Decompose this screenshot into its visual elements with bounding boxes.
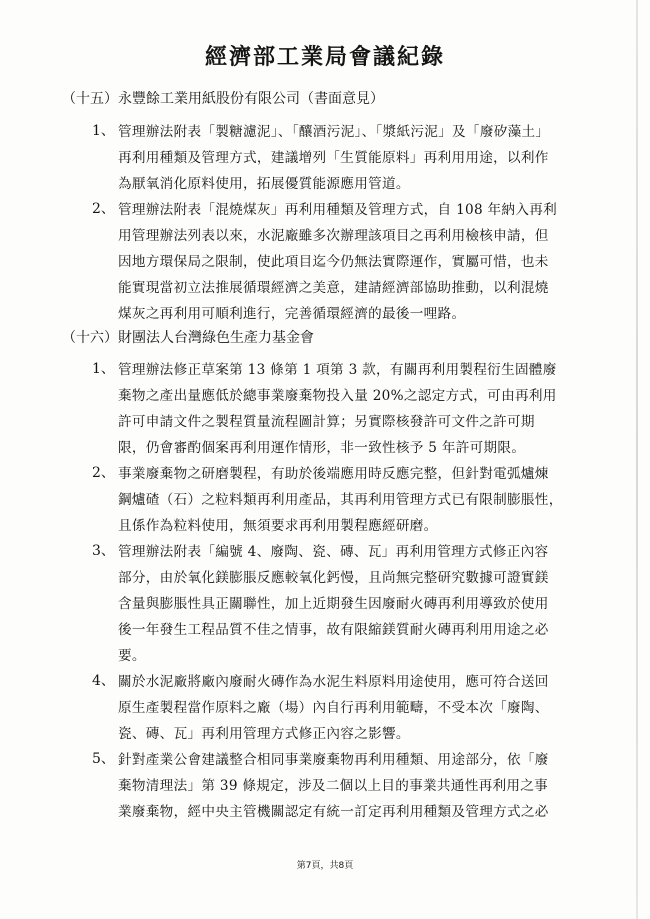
item-line: 事業廢棄物之研磨製程，有助於後端應用時反應完整，但針對電弧爐煉	[118, 466, 549, 482]
item-line: 後一年發生工程品質不佳之情事，故有限縮鎂質耐火磚再利用用途之必	[118, 622, 549, 638]
item-line: 限，仍會審酌個案再利用運作情形，非一致性核予 5 年許可期限。	[118, 440, 526, 456]
page-edge-shadow	[636, 0, 638, 919]
item-line: 瓷、磚、瓦」再利用管理方式修正內容之影響。	[118, 726, 410, 742]
item-number: 4、	[92, 673, 115, 689]
section-heading-16: （十六）財團法人台灣綠色生產力基金會	[62, 330, 314, 346]
item-number: 1、	[92, 361, 115, 377]
item-line: 因地方環保局之限制，使此項目迄今仍無法實際運作，實屬可惜，也未	[118, 254, 549, 270]
item-line: 棄物清理法」第 39 條規定，涉及二個以上目的事業共通性再利用之事	[118, 778, 549, 794]
item-line: 許可申請文件之製程質量流程圖計算；另實際核發許可文件之許可期	[118, 414, 535, 430]
item-line: 要。	[118, 648, 146, 664]
item-line: 且係作為粒料使用，無須要求再利用製程應經研磨。	[118, 518, 438, 534]
item-number: 5、	[92, 751, 115, 767]
item-line: 原生產製程當作原料之廠（場）內自行再利用範疇，不受本次「廢陶、	[118, 700, 549, 716]
item-line: 含量與膨脹性具正關聯性，加上近期發生因廢耐火磚再利用導致於使用	[118, 596, 549, 612]
page-number-footer: 第7頁，共8頁	[296, 861, 354, 871]
item-number: 1、	[92, 123, 115, 139]
item-line: 再利用種類及管理方式，建議增列「生質能原料」再利用用途，以利作	[118, 150, 549, 166]
item-line: 部分，由於氧化鎂膨脹反應較氧化鈣慢，且尚無完整研究數據可證實鎂	[118, 570, 549, 586]
item-line: 煤灰之再利用可順利進行，完善循環經濟的最後一哩路。	[118, 306, 466, 322]
item-line: 管理辦法附表「製糖濾泥」、「釀酒污泥」、「漿紙污泥」及「廢矽藻土」	[118, 124, 550, 140]
section-heading-15: （十五）永豐餘工業用紙股份有限公司（書面意見）	[62, 91, 384, 107]
document-title: 經濟部工業局會議紀錄	[204, 44, 445, 70]
item-line: 關於水泥廠將廠內廢耐火磚作為水泥生料原料用途使用，應可符合送回	[118, 674, 549, 690]
item-line: 鋼爐碴（石）之粒料類再利用產品，其再利用管理方式已有限制膨脹性，	[118, 492, 563, 508]
item-line: 管理辦法附表「混燒煤灰」再利用種類及管理方式，自 108 年納入再利	[118, 202, 558, 218]
item-number: 2、	[92, 201, 115, 217]
item-line: 業廢棄物，經中央主管機關認定有統一訂定再利用種類及管理方式之必	[118, 804, 549, 820]
item-line: 管理辦法修正草案第 13 條第 1 項第 3 款，有關再利用製程衍生固體廢	[118, 362, 557, 378]
item-line: 針對產業公會建議整合相同事業廢棄物再利用種類、用途部分，依「廢	[118, 752, 549, 768]
item-line: 棄物之產出量應低於總事業廢棄物投入量 20%之認定方式，可由再利用	[118, 388, 557, 404]
item-line: 能實現當初立法推展循環經濟之美意，建請經濟部協助推動，以利混燒	[118, 280, 549, 296]
item-line: 管理辦法附表「編號 4、廢陶、瓷、磚、瓦」再利用管理方式修正內容	[118, 544, 549, 560]
item-line: 用管理辦法列表以來，水泥廠雖多次辦理該項目之再利用檢核申請，但	[118, 228, 549, 244]
item-number: 2、	[92, 465, 115, 481]
item-line: 為厭氧消化原料使用，拓展優質能源應用管道。	[118, 176, 410, 192]
item-number: 3、	[92, 543, 115, 559]
